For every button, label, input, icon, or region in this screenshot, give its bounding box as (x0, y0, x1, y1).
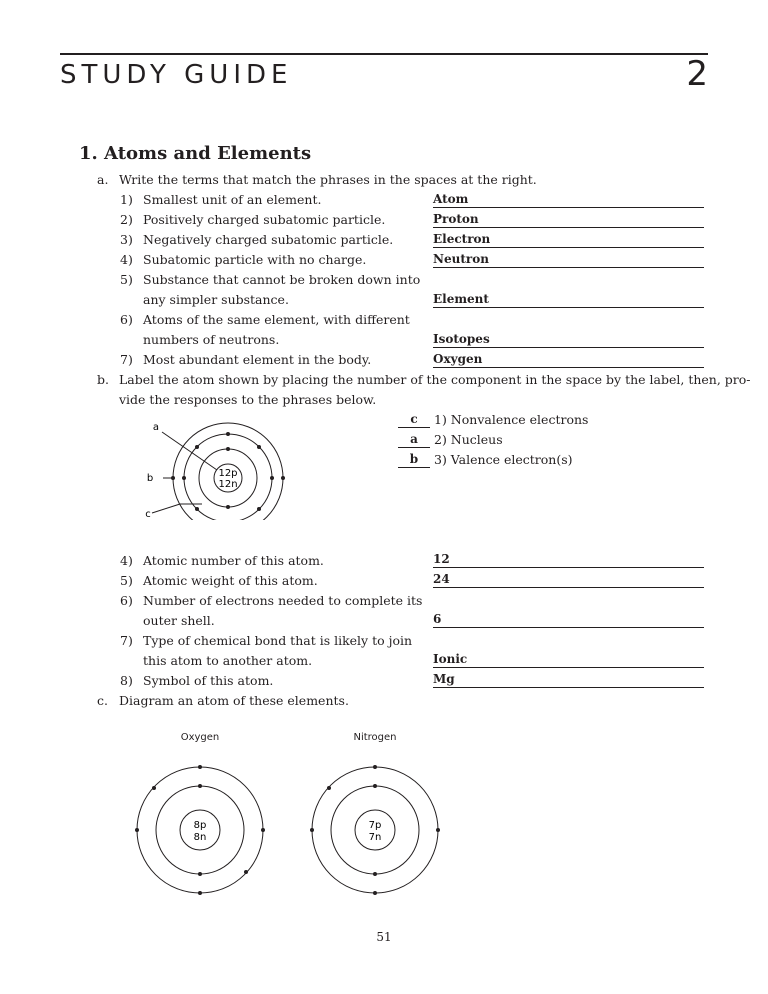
question-number: 6) (120, 593, 133, 608)
question-number: 3) (120, 232, 133, 247)
question-number: 7) (120, 633, 133, 648)
part-a-letter: a. (97, 172, 109, 187)
question-text: Atomic weight of this atom. (143, 573, 318, 588)
answer-field[interactable]: Neutron (433, 252, 704, 268)
part-b-instruction-cont: vide the responses to the phrases below. (119, 392, 377, 407)
label-answer-field[interactable]: b (398, 452, 430, 468)
nucleus-label: 8p (193, 820, 207, 831)
label-answer-field[interactable]: a (398, 432, 430, 448)
part-c-letter: c. (97, 693, 108, 708)
header-rule (60, 53, 708, 55)
section-title: 1. Atoms and Elements (79, 143, 312, 164)
question-number: 6) (120, 312, 133, 327)
answer-field[interactable]: Atom (433, 192, 704, 208)
question-text: Substance that cannot be broken down into (143, 272, 421, 287)
question-text-cont: numbers of neutrons. (143, 332, 280, 347)
oxygen-atom-diagram (125, 760, 275, 910)
nucleus-label: 12n (218, 479, 238, 490)
diagram-label-c: c (145, 509, 151, 520)
question-number: 2) (120, 212, 133, 227)
question-number: 5) (120, 272, 133, 287)
label-text: 3) Valence electron(s) (434, 452, 573, 467)
question-text-cont: this atom to another atom. (143, 653, 313, 668)
question-text: Most abundant element in the body. (143, 352, 372, 367)
header-title: STUDY GUIDE (60, 60, 293, 90)
question-number: 1) (120, 192, 133, 207)
answer-field[interactable]: Oxygen (433, 352, 704, 368)
valence-electron (171, 476, 175, 480)
part-a-instruction: Write the terms that match the phrases in the spaces at the right. (119, 172, 537, 187)
question-number: 8) (120, 673, 133, 688)
question-text: Subatomic particle with no charge. (143, 252, 367, 267)
answer-field[interactable]: Element (433, 292, 704, 308)
answer-field[interactable]: Isotopes (433, 332, 704, 348)
question-text: Atomic number of this atom. (143, 553, 324, 568)
question-text: Type of chemical bond that is likely to join (143, 633, 413, 648)
answer-field[interactable]: 6 (433, 612, 704, 628)
page-number: 51 (376, 930, 392, 944)
question-number: 5) (120, 573, 133, 588)
question-text: Symbol of this atom. (143, 673, 274, 688)
question-text: Positively charged subatomic particle. (143, 212, 386, 227)
answer-field[interactable]: Proton (433, 212, 704, 228)
answer-field[interactable]: Electron (433, 232, 704, 248)
answer-field[interactable]: Ionic (433, 652, 704, 668)
question-number: 4) (120, 553, 133, 568)
nitrogen-atom-title: Nitrogen (353, 732, 397, 743)
nitrogen-atom-diagram (300, 760, 450, 910)
label-answer-field[interactable]: c (398, 412, 430, 428)
question-text: Smallest unit of an element. (143, 192, 322, 207)
part-c-instruction: Diagram an atom of these elements. (119, 693, 349, 708)
part-b-letter: b. (97, 372, 109, 387)
question-number: 7) (120, 352, 133, 367)
question-text: Negatively charged subatomic particle. (143, 232, 394, 247)
question-text-cont: outer shell. (143, 613, 215, 628)
question-text: Atoms of the same element, with different (143, 312, 410, 327)
answer-field[interactable]: 12 (433, 552, 704, 568)
magnesium-atom-diagram (140, 410, 300, 520)
chapter-number: 2 (686, 54, 708, 94)
label-text: 1) Nonvalence electrons (434, 412, 589, 427)
nucleus-label: 8n (193, 832, 207, 843)
question-text-cont: any simpler substance. (143, 292, 289, 307)
nucleus-label: 12p (218, 468, 238, 479)
pointer-c-line (152, 504, 180, 513)
oxygen-atom-title: Oxygen (180, 732, 220, 743)
diagram-label-a: a (152, 422, 160, 433)
label-text: 2) Nucleus (434, 432, 503, 447)
question-text: Number of electrons needed to complete its (143, 593, 423, 608)
answer-field[interactable]: Mg (433, 672, 704, 688)
diagram-label-b: b (146, 473, 154, 484)
question-number: 4) (120, 252, 133, 267)
answer-field[interactable]: 24 (433, 572, 704, 588)
valence-electron (281, 476, 285, 480)
pointer-a-line (162, 432, 217, 470)
part-b-instruction: Label the atom shown by placing the number of the component in the space by the label, then, pro- (119, 372, 751, 387)
nucleus-label: 7n (368, 832, 382, 843)
nucleus-label: 7p (368, 820, 382, 831)
